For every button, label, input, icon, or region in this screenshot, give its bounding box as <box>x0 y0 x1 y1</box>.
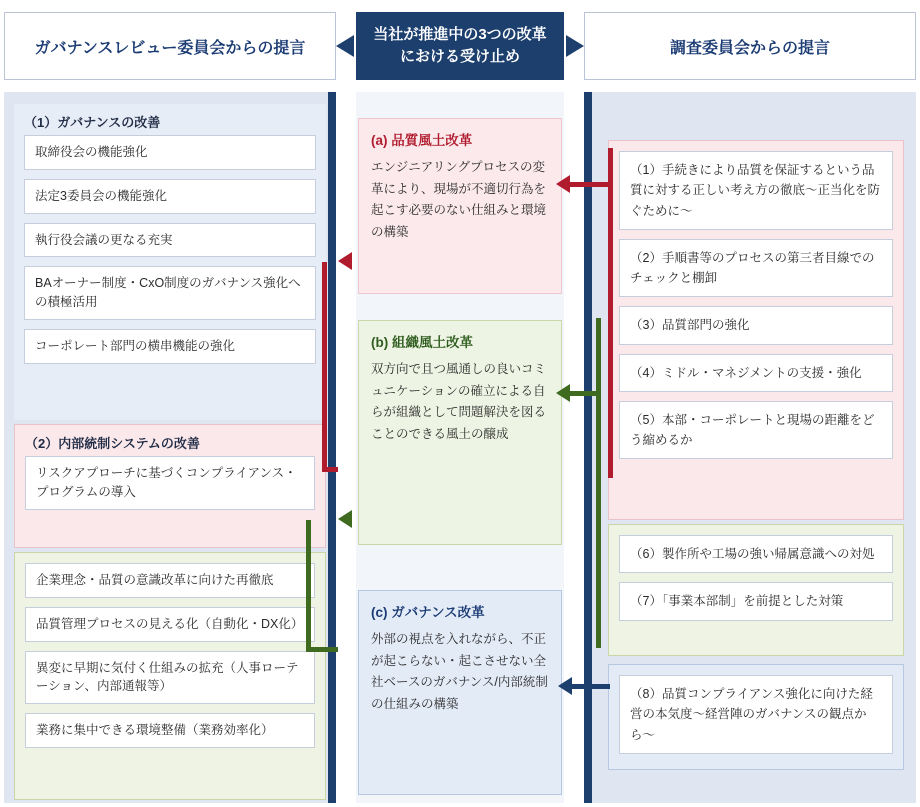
right-group-organizational-recommendations <box>608 524 904 656</box>
left-green-connector-line <box>306 520 311 652</box>
list-item: （4）ミドル・マネジメントの支援・強化 <box>619 354 893 392</box>
right-navy-bar <box>584 92 592 803</box>
card-organizational-culture-reform <box>358 320 562 545</box>
right-group-governance-recommendations <box>608 664 904 770</box>
list-item: コーポレート部門の横串機能の強化 <box>24 329 316 364</box>
header-left-label: ガバナンスレビュー委員会からの提言 <box>34 39 306 57</box>
list-item: 法定3委員会の機能強化 <box>24 179 316 214</box>
list-item: 業務に集中できる環境整備（業務効率化） <box>25 713 315 748</box>
left-group-internal-control-improvement <box>14 424 326 548</box>
right-group-quality-recommendations <box>608 140 904 520</box>
header-right-label: 調査委員会からの提言 <box>669 39 830 57</box>
list-item: 取締役会の機能強化 <box>24 135 316 170</box>
left-green-connector-stub <box>306 647 338 652</box>
header-center-label: 当社が推進中の3つの改革における受け止め <box>373 26 547 65</box>
left-group-culture-measures <box>14 552 326 800</box>
header-governance-review-committee <box>4 12 336 80</box>
left-green-arrow-icon <box>338 510 352 528</box>
right-navy-arrow-icon <box>558 677 572 695</box>
list-item: （8）品質コンプライアンス強化に向けた経営の本気度〜経営陣のガバナンスの観点から〜 <box>619 675 893 754</box>
right-navy-connector-stub <box>570 684 610 689</box>
right-green-arrow-icon <box>556 384 570 402</box>
right-red-connector-line <box>608 148 613 478</box>
left-group-2-title: （2）内部統制システムの改善 <box>25 436 200 451</box>
card-a-title: (a) 品質風土改革 <box>371 133 473 148</box>
left-navy-bar <box>328 92 336 803</box>
right-green-connector-stub <box>568 391 601 396</box>
list-item: （6）製作所や工場の強い帰属意識への対処 <box>619 535 893 573</box>
list-item: 企業理念・品質の意識改革に向けた再徹底 <box>25 563 315 598</box>
left-group-governance-improvement <box>14 104 326 420</box>
arrow-right-to-center-icon <box>566 35 584 57</box>
right-red-connector-stub <box>568 182 613 187</box>
list-item: （2）手順書等のプロセスの第三者目線でのチェックと棚卸 <box>619 239 893 298</box>
card-quality-culture-reform <box>358 118 562 294</box>
right-green-connector-line <box>596 318 601 648</box>
list-item: 異変に早期に気付く仕組みの拡充（人事ローテーション、内部通報等） <box>25 651 315 705</box>
card-c-body: 外部の視点を入れながら、不正が起こらない・起こさせない全社ベースのガバナンス/内部統制の仕組みの構築 <box>371 632 548 711</box>
left-red-arrow-icon <box>338 252 352 270</box>
left-red-connector-stub <box>322 467 338 472</box>
arrow-left-to-center-icon <box>336 35 354 57</box>
card-c-title: (c) ガバナンス改革 <box>371 605 485 620</box>
card-governance-reform <box>358 590 562 795</box>
card-a-body: エンジニアリングプロセスの変革により、現場が不適切行為を起こす必要のない仕組みと環境の構築 <box>371 160 547 239</box>
card-b-title: (b) 組織風土改革 <box>371 335 473 350</box>
list-item: （1）手続きにより品質を保証するという品質に対する正しい考え方の徹底〜正当化を防ぐために〜 <box>619 151 893 230</box>
header-investigation-committee <box>584 12 916 80</box>
list-item: （3）品質部門の強化 <box>619 306 893 344</box>
list-item: BAオーナー制度・CxO制度のガバナンス強化への積極活用 <box>24 266 316 320</box>
header-three-reforms <box>356 12 564 80</box>
card-b-body: 双方向で且つ風通しの良いコミュニケーションの確立による自らが組織として問題解決を図ることのできる風土の醸成 <box>371 362 547 441</box>
list-item: （7）「事業本部制」を前提とした対策 <box>619 582 893 620</box>
list-item: （5）本部・コーポレートと現場の距離をどう縮めるか <box>619 401 893 460</box>
left-red-connector-line <box>322 262 327 472</box>
list-item: 執行役会議の更なる充実 <box>24 223 316 258</box>
left-group-1-title: （1）ガバナンスの改善 <box>24 115 161 130</box>
right-red-arrow-icon <box>556 175 570 193</box>
list-item: 品質管理プロセスの見える化（自動化・DX化） <box>25 607 315 642</box>
list-item: リスクアプローチに基づくコンプライアンス・プログラムの導入 <box>25 456 315 510</box>
